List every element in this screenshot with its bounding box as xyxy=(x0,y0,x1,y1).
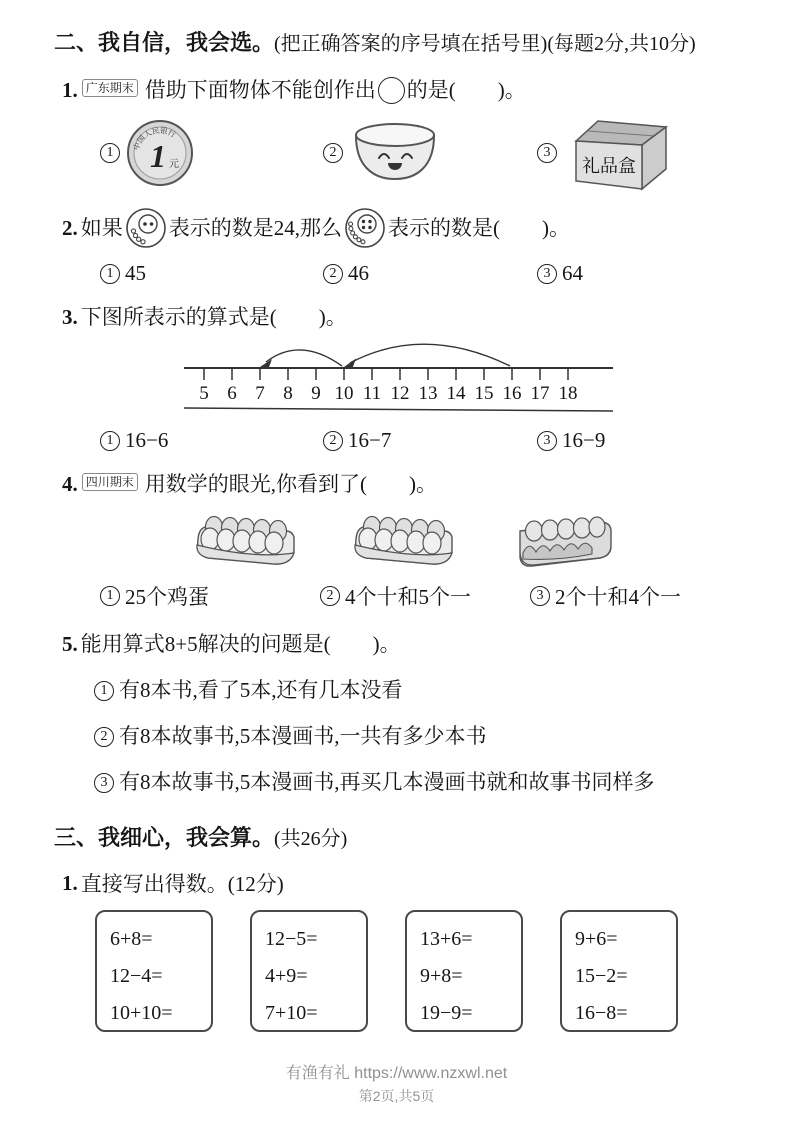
option-label: 16−6 xyxy=(125,428,169,452)
svg-text:15: 15 xyxy=(474,383,494,404)
question-4-number: 4. xyxy=(62,472,78,496)
question-3 xyxy=(62,302,755,332)
coin-bank-text: 中国人民银行 xyxy=(131,125,178,152)
question-1-text-before: 借助下面物体不能创作出 xyxy=(144,78,376,102)
option-marker: 2 xyxy=(323,264,343,284)
svg-text:18: 18 xyxy=(558,383,578,404)
svg-text:5: 5 xyxy=(199,383,209,404)
option-46 xyxy=(323,261,537,286)
option-label: 4个十和5个一 xyxy=(345,585,471,609)
expression: 13+6= xyxy=(420,928,473,950)
number-line-labels xyxy=(199,383,577,404)
expression: 16−8= xyxy=(575,1002,628,1024)
egg-carton-full-icon xyxy=(194,509,299,571)
option-64 xyxy=(537,261,755,286)
expression: 15−2= xyxy=(575,965,628,987)
page-footer xyxy=(0,1060,793,1106)
expression: 12−5= xyxy=(265,928,318,950)
svg-text:6: 6 xyxy=(227,383,237,404)
svg-text:7: 7 xyxy=(255,383,265,404)
question-4-pictures xyxy=(194,509,755,571)
calc-box-4 xyxy=(560,910,678,1032)
gift-box-icon xyxy=(562,113,674,193)
sub-number: 1. xyxy=(62,870,78,895)
question-5-text: 能用算式8+5解决的问题是( )。 xyxy=(80,632,401,656)
option-marker: 1 xyxy=(100,264,120,284)
option-line xyxy=(94,722,755,751)
section-two-heading xyxy=(54,28,755,59)
sub-title: 直接写出得数。 xyxy=(80,872,228,896)
sub-note: (12分) xyxy=(227,872,284,896)
svg-text:8: 8 xyxy=(283,383,293,404)
question-2-text-3: 表示的数是( )。 xyxy=(388,216,570,240)
blank-circle-shape xyxy=(378,77,405,104)
option-marker: 3 xyxy=(537,264,557,284)
footer-site: 有渔有礼 https://www.nzxwl.net xyxy=(285,1065,508,1082)
section-two-title: 二、我自信，我会选。 xyxy=(54,30,275,55)
coin-value: 1 xyxy=(150,138,166,174)
option-marker: 3 xyxy=(530,586,550,606)
question-1-options xyxy=(100,113,755,193)
option-marker: 3 xyxy=(537,431,557,451)
expression: 9+8= xyxy=(420,965,463,987)
question-1-number: 1. xyxy=(62,78,78,102)
question-5 xyxy=(62,629,755,659)
option-label: 25个鸡蛋 xyxy=(125,585,209,609)
question-2-text-2: 表示的数是24,那么 xyxy=(168,216,342,240)
option-16-6 xyxy=(100,428,323,453)
gift-box-label: 礼品盒 xyxy=(582,156,636,176)
svg-text:11: 11 xyxy=(362,383,382,404)
option-marker: 3 xyxy=(94,773,114,793)
calculation-boxes xyxy=(95,910,755,1032)
option-label: 有8本书,看了5本,还有几本没看 xyxy=(119,678,403,702)
option-marker: 1 xyxy=(100,431,120,451)
question-1 xyxy=(62,75,755,105)
option-coin xyxy=(100,117,323,189)
expression: 4+9= xyxy=(265,965,308,987)
button-counter-46-icon xyxy=(344,207,386,249)
svg-text:10: 10 xyxy=(334,383,354,404)
question-2-number: 2. xyxy=(62,216,78,240)
option-label: 16−7 xyxy=(348,428,392,452)
button-counter-24-icon xyxy=(125,207,167,249)
number-line xyxy=(184,342,614,416)
calc-box-1 xyxy=(95,910,213,1032)
bowl-icon xyxy=(348,119,443,187)
option-label: 45 xyxy=(125,261,146,285)
section-three-title: 三、我细心，我会算。 xyxy=(54,825,275,850)
option-marker: 2 xyxy=(323,431,343,451)
footer-page-number: 第2页,共5页 xyxy=(358,1088,435,1104)
svg-text:16: 16 xyxy=(502,383,522,404)
svg-text:9: 9 xyxy=(311,383,321,404)
expression: 6+8= xyxy=(110,928,153,950)
option-2-tens-4-ones xyxy=(530,581,755,611)
egg-carton-full-icon xyxy=(352,509,457,571)
expression: 19−9= xyxy=(420,1002,473,1024)
question-5-number: 5. xyxy=(62,632,78,656)
option-16-7 xyxy=(323,428,537,453)
question-2-text-1: 如果 xyxy=(80,216,123,240)
option-gift-box xyxy=(537,113,755,193)
question-3-options xyxy=(100,428,755,453)
question-4 xyxy=(62,469,755,499)
option-label: 有8本故事书,5本漫画书,一共有多少本书 xyxy=(119,724,487,748)
option-marker: 1 xyxy=(100,586,120,606)
option-line xyxy=(94,676,755,705)
question-4-options xyxy=(100,581,755,611)
question-4-text: 用数学的眼光,你看到了( )。 xyxy=(144,472,438,496)
svg-text:13: 13 xyxy=(418,383,438,404)
question-3-text: 下图所表示的算式是( )。 xyxy=(80,305,347,329)
option-label: 16−9 xyxy=(562,428,606,452)
question-3-number: 3. xyxy=(62,305,78,329)
calc-box-3 xyxy=(405,910,523,1032)
svg-text:12: 12 xyxy=(390,383,410,404)
svg-text:17: 17 xyxy=(530,383,550,404)
option-bowl xyxy=(323,119,537,187)
exam-source-tag-sichuan: 四川期末 xyxy=(82,473,138,491)
option-line xyxy=(94,768,755,797)
option-label: 有8本故事书,5本漫画书,再买几本漫画书就和故事书同样多 xyxy=(119,770,655,794)
expression: 9+6= xyxy=(575,928,618,950)
option-marker: 2 xyxy=(94,727,114,747)
question-5-options xyxy=(94,676,755,797)
option-label: 64 xyxy=(562,261,583,285)
svg-text:14: 14 xyxy=(446,383,466,404)
question-1-text-after: 的是( )。 xyxy=(406,78,526,102)
option-marker: 3 xyxy=(537,143,557,163)
option-marker: 1 xyxy=(100,143,120,163)
expression: 12−4= xyxy=(110,965,163,987)
option-label: 46 xyxy=(348,261,369,285)
expression: 7+10= xyxy=(265,1002,318,1024)
option-marker: 2 xyxy=(320,586,340,606)
option-marker: 2 xyxy=(323,143,343,163)
option-25-eggs xyxy=(100,581,320,611)
coin-unit: 元 xyxy=(169,159,179,170)
option-label: 2个十和4个一 xyxy=(555,585,681,609)
question-2-options xyxy=(100,261,755,286)
section-three-sub xyxy=(62,868,755,898)
egg-carton-half-icon xyxy=(512,509,617,571)
option-marker: 1 xyxy=(94,681,114,701)
expression: 10+10= xyxy=(110,1002,173,1024)
section-two-note: (把正确答案的序号填在括号里)(每题2分,共10分) xyxy=(274,33,696,55)
calc-box-2 xyxy=(250,910,368,1032)
section-three-note: (共26分) xyxy=(274,828,348,850)
option-16-9 xyxy=(537,428,755,453)
question-2 xyxy=(62,207,755,249)
option-4-tens-5-ones xyxy=(320,581,530,611)
coin-1-yuan-icon xyxy=(125,117,195,189)
option-45 xyxy=(100,261,323,286)
section-three-heading xyxy=(54,823,755,854)
exam-source-tag-guangdong: 广东期末 xyxy=(82,79,138,97)
